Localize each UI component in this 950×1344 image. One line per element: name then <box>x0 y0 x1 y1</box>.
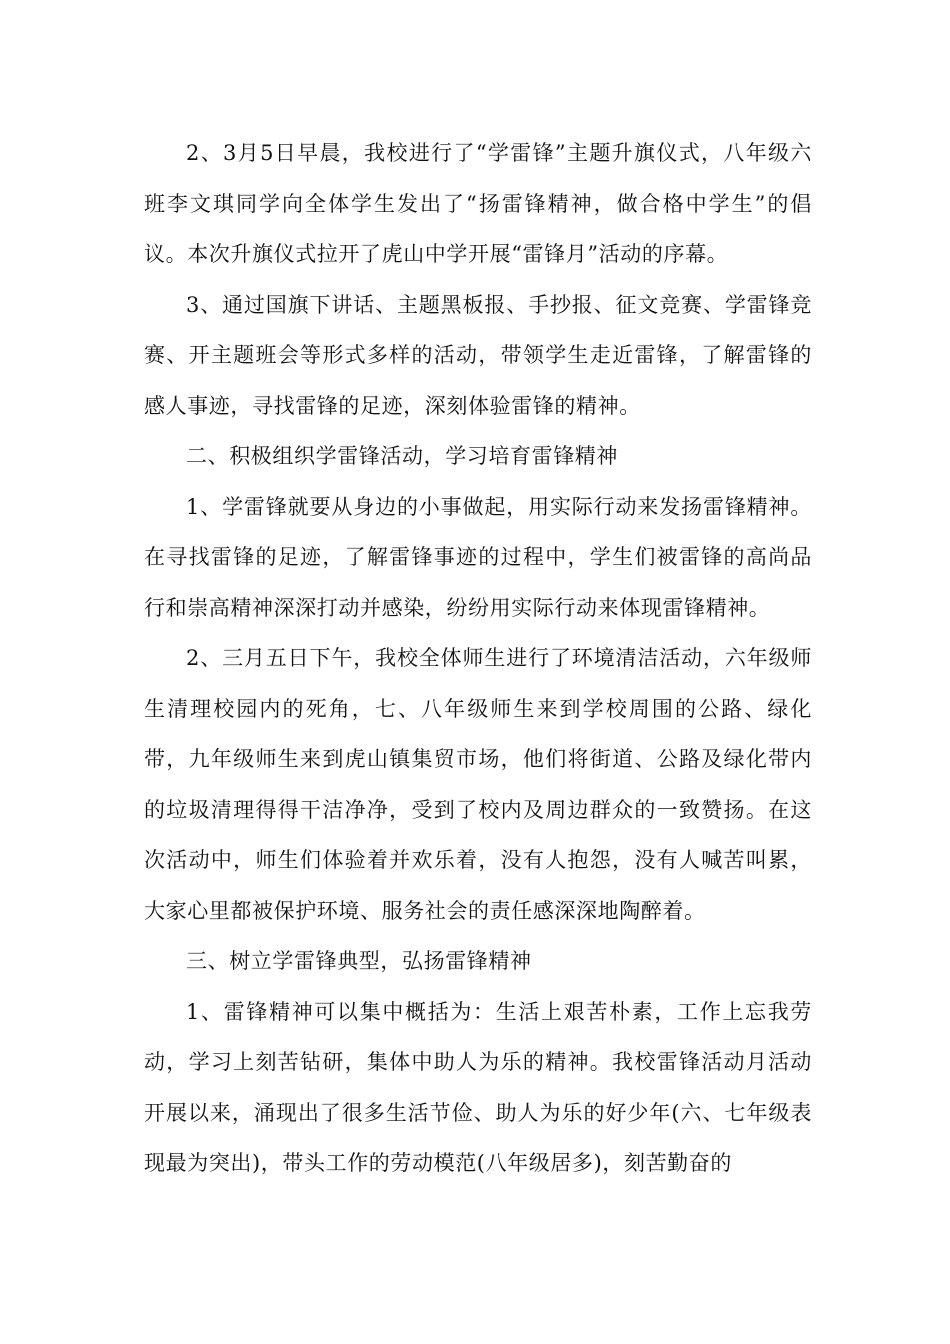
paragraph-lei-feng-spirit: 1、雷锋精神可以集中概括为：生活上艰苦朴素，工作上忘我劳动，学习上刻苦钻研，集体中助人为乐的精神。我校雷锋活动月活动开展以来，涌现出了很多生活节俭、助人为乐的好少年(六、七年级表现最为突出)，带头工作的劳动模范(八年级居多)，刻苦勤奋的 <box>144 999 812 1175</box>
paragraph-cleanup: 2、三月五日下午，我校全体师生进行了环境清洁活动，六年级师生清理校园内的死角，七、八年级师生来到学校周围的公路、绿化带，九年级师生来到虎山镇集贸市场，他们将街道、公路及绿化带内的垃圾清理得得干洁净净，受到了校内及周边群众的一致赞扬。在这次活动中，师生们体验着并欢乐着，没有人抱怨，没有人喊苦叫累，大家心里都被保护环境、服务社会的责任感深深地陶醉着。 <box>144 646 812 923</box>
paragraph-small-deeds: 1、学雷锋就要从身边的小事做起，用实际行动来发扬雷锋精神。在寻找雷锋的足迹，了解雷锋事迹的过程中，学生们被雷锋的高尚品行和崇高精神深深打动并感染，纷纷用实际行动来体现雷锋精神。 <box>144 494 812 620</box>
paragraph-activities: 3、通过国旗下讲话、主题黑板报、手抄报、征文竞赛、学雷锋竞赛、开主题班会等形式多样的活动，带领学生走近雷锋，了解雷锋的感人事迹，寻找雷锋的足迹，深刻体验雷锋的精神。 <box>144 292 812 418</box>
document-body <box>144 128 812 1189</box>
section-heading-two: 二、积极组织学雷锋活动，学习培育雷锋精神 <box>186 444 618 468</box>
paragraph-flag-ceremony: 2、3月5日早晨，我校进行了“学雷锋”主题升旗仪式，八年级六班李文琪同学向全体学生发出了“扬雷锋精神，做合格中学生”的倡议。本次升旗仪式拉开了虎山中学开展“雷锋月”活动的序幕。 <box>144 141 812 266</box>
section-heading-three: 三、树立学雷锋典型，弘扬雷锋精神 <box>186 949 532 973</box>
